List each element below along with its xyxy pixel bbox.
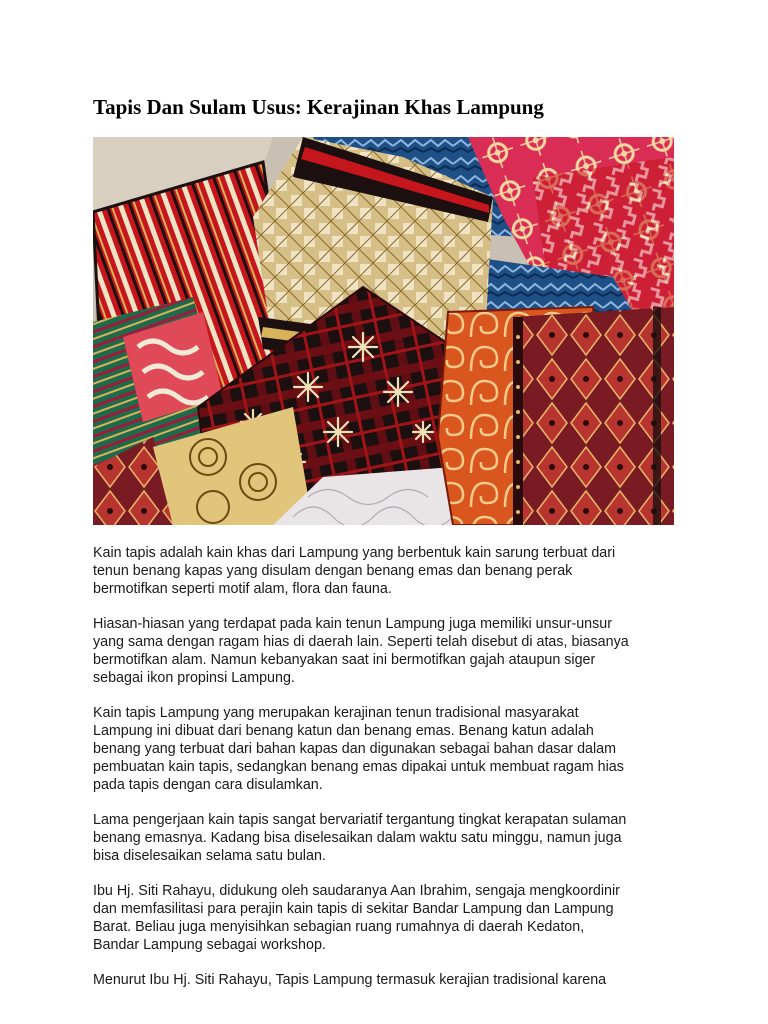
text-line: yang sama dengan ragam hias di daerah lain. Seperti telah disebut di atas, biasanya [93, 634, 629, 650]
text-line: Ibu Hj. Siti Rahayu, didukung oleh saudaranya Aan Ibrahim, sengaja mengkoordinir [93, 883, 620, 899]
text-line: Lama pengerjaan kain tapis sangat bervariatif tergantung tingkat kerapatan sulaman [93, 812, 627, 828]
paragraph [93, 811, 693, 865]
text-line: Kain tapis adalah kain khas dari Lampung yang berbentuk kain sarung terbuat dari [93, 545, 616, 561]
text-line: Hiasan-hiasan yang terdapat pada kain tenun Lampung juga memiliki unsur-unsur [93, 616, 612, 632]
article-body [93, 544, 693, 1006]
text-line: bermotifkan seperti motif alam, flora dan fauna. [93, 581, 392, 597]
paragraph [93, 704, 693, 794]
text-line: Bandar Lampung sebagai workshop. [93, 937, 326, 953]
text-line: dan memfasilitasi para perajin kain tapis di sekitar Bandar Lampung dan Lampung [93, 901, 614, 917]
textile-illustration [93, 137, 674, 525]
text-line: bermotifkan alam. Namun kebanyakan saat ini bermotifkan gajah ataupun siger [93, 652, 596, 668]
text-line: pembuatan kain tapis, sedangkan benang emas dipakai untuk membuat ragam hias [93, 759, 624, 775]
page-title: Tapis Dan Sulam Usus: Kerajinan Khas Lampung [93, 95, 544, 119]
text-line: Barat. Beliau juga menyisihkan sebagian ruang rumahnya di daerah Kedaton, [93, 919, 585, 935]
paragraph [93, 882, 693, 954]
text-line: Menurut Ibu Hj. Siti Rahayu, Tapis Lampung termasuk kerajian tradisional karena [93, 972, 607, 988]
text-line: benang emasnya. Kadang bisa diselesaikan dalam waktu satu minggu, namun juga [93, 830, 622, 846]
text-line: pada tapis dengan cara disulamkan. [93, 777, 323, 793]
text-line: benang yang terbuat dari bahan kapas dan digunakan sebagai bahan dasar dalam [93, 741, 617, 757]
text-line: tenun benang kapas yang disulam dengan benang emas dan benang perak [93, 563, 573, 579]
text-line: sebagai ikon propinsi Lampung. [93, 670, 295, 686]
paragraph [93, 544, 693, 598]
text-line: Kain tapis Lampung yang merupakan kerajinan tenun tradisional masyarakat [93, 705, 579, 721]
paragraph [93, 971, 693, 989]
text-line: Lampung ini dibuat dari benang katun dan benang emas. Benang katun adalah [93, 723, 594, 739]
text-line: bisa diselesaikan selama satu bulan. [93, 848, 326, 864]
paragraph [93, 615, 693, 687]
tapis-textiles-photo [93, 137, 674, 525]
